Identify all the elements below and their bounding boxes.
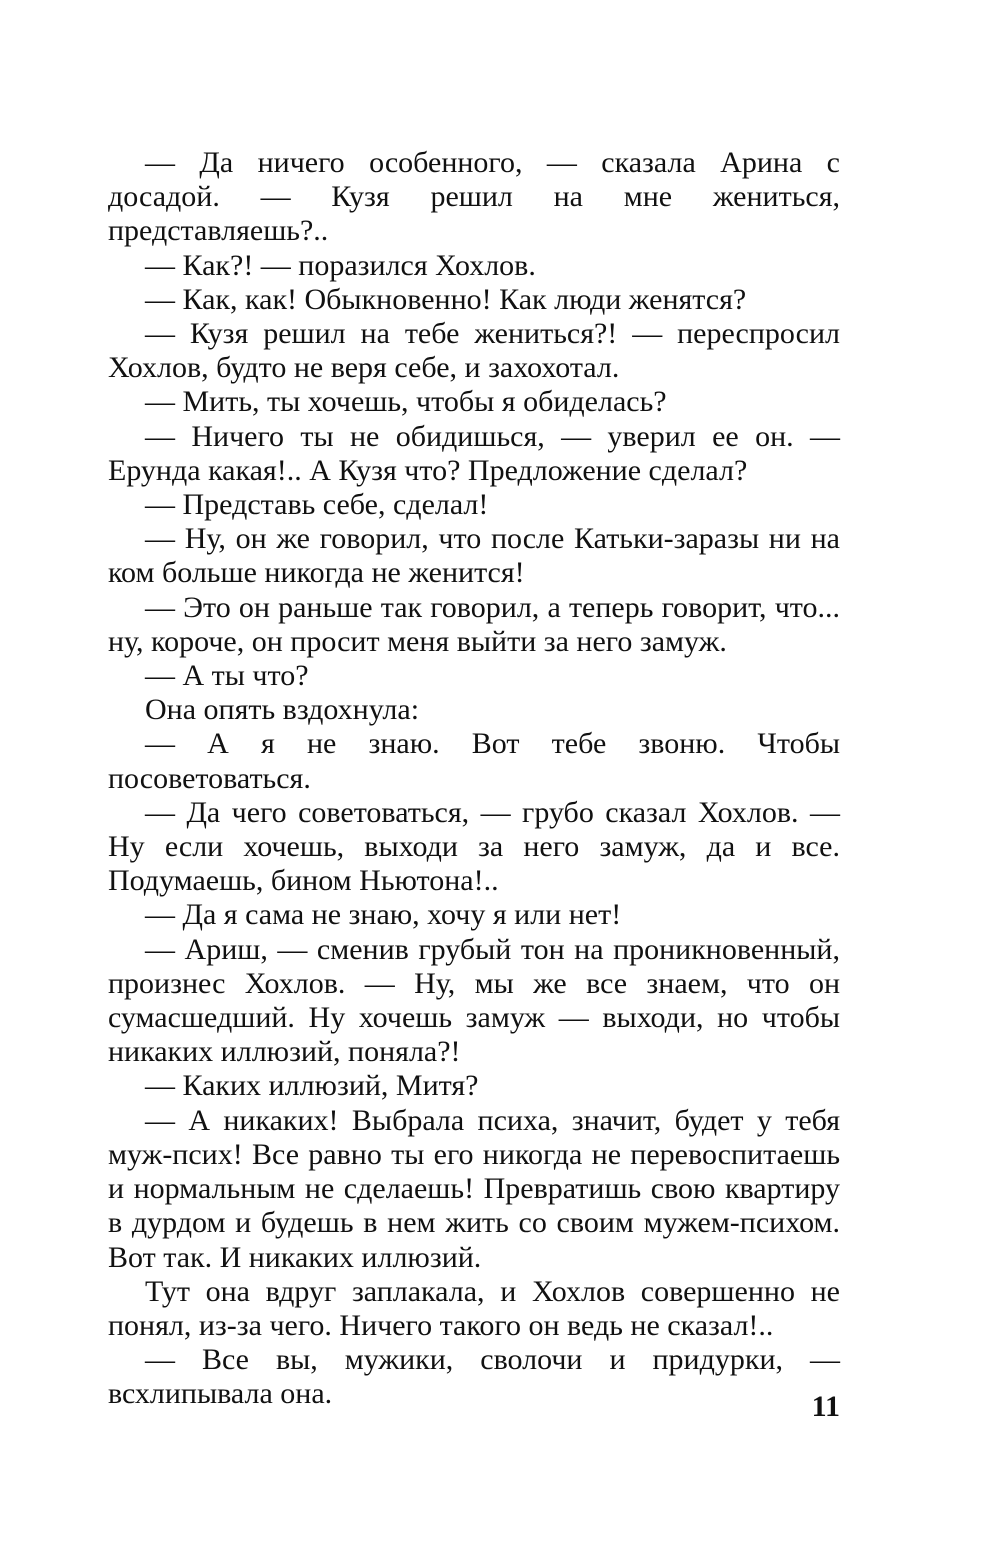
paragraph: — Это он раньше так говорил, а теперь говорит, что... ну, короче, он просит меня выйти за него замуж. [108, 590, 840, 658]
paragraph: — А ты что? [145, 659, 309, 693]
paragraph: — Ариш, — сменив грубый тон на проникновенный, произнес Хохлов. — Ну, мы же все знаем, что он сумасшедший. Ну хочешь замуж — выходи, но чтобы никаких иллюзий, поняла?! [108, 932, 840, 1069]
paragraph: — Мить, ты хочешь, чтобы я обиделась? [145, 385, 667, 419]
page-number: 11 [811, 1390, 840, 1423]
paragraph: — Ну, он же говорил, что после Катьки-заразы ни на ком больше никогда не женится! [108, 522, 840, 590]
paragraph: — Да чего советоваться, — грубо сказал Хохлов. — Ну если хочешь, выходи за него замуж, да и все. Подумаешь, бином Ньютона!.. [108, 795, 840, 898]
paragraph: — Как?! — поразился Хохлов. [145, 248, 536, 282]
paragraph: — А я не знаю. Вот тебе звоню. Чтобы посоветоваться. [108, 727, 840, 795]
paragraph: — Кузя решил на тебе жениться?! — переспросил Хохлов, будто не веря себе, и захохотал. [108, 317, 840, 385]
paragraph: — А никаких! Выбрала психа, значит, будет у тебя муж-псих! Все равно ты его никогда не перевоспитаешь и нормальным не сделаешь! Превратишь свою квартиру в дурдом и будешь в нем жить со своим мужем-психом. Вот так. И никаких иллюзий. [108, 1103, 840, 1274]
body-text [108, 146, 840, 1412]
paragraph: Тут она вдруг заплакала, и Хохлов совершенно не понял, из-за чего. Ничего такого он ведь не сказал!.. [108, 1274, 840, 1342]
paragraph: — Ничего ты не обидишься, — уверил ее он. — Ерунда какая!.. А Кузя что? Предложение сделал? [108, 419, 840, 487]
paragraph: — Как, как! Обыкновенно! Как люди женятся? [145, 282, 747, 316]
paragraph: — Все вы, мужики, сволочи и придурки, — всхлипывала она. [108, 1343, 840, 1411]
paragraph: — Да я сама не знаю, хочу я или нет! [145, 898, 622, 932]
paragraph: Она опять вздохнула: [145, 693, 420, 727]
paragraph: — Каких иллюзий, Митя? [145, 1069, 479, 1103]
paragraph: — Да ничего особенного, — сказала Арина с досадой. — Кузя решил на мне жениться, представляешь?.. [108, 146, 840, 248]
paragraph: — Представь себе, сделал! [145, 488, 489, 522]
